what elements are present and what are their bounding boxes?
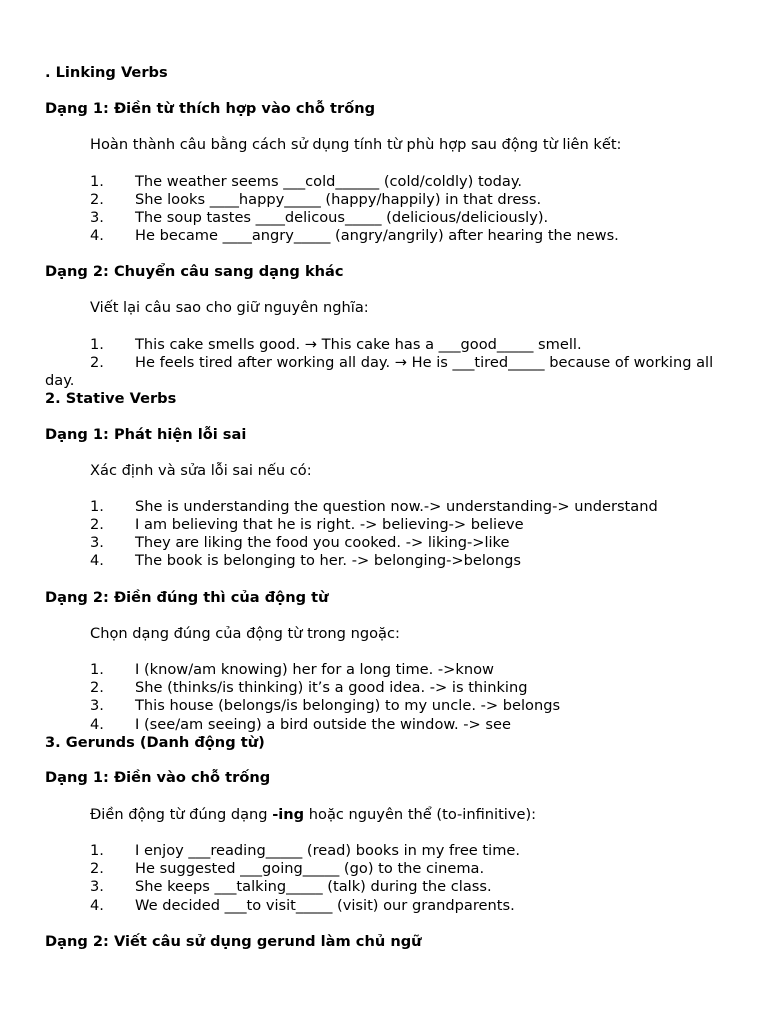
list-number: 1.	[90, 173, 104, 190]
list-item: She looks ____happy_____ (happy/happily) in that dress.	[135, 191, 542, 208]
list-number: 1.	[90, 498, 104, 515]
list-item: She keeps ___talking_____ (talk) during the class.	[135, 878, 492, 895]
list-item-continuation: day.	[45, 372, 75, 389]
instruction-emphasis: -ing	[272, 806, 305, 823]
section-title-stative-verbs: 2. Stative Verbs	[45, 390, 177, 407]
exercise-heading: Dạng 1: Điền từ thích hợp vào chỗ trống	[45, 100, 376, 117]
list-item: The book is belonging to her. -> belonging->belongs	[135, 552, 521, 569]
list-number: 3.	[90, 534, 104, 551]
list-number: 2.	[90, 860, 104, 877]
exercise-instruction: Viết lại câu sao cho giữ nguyên nghĩa:	[90, 299, 369, 316]
exercise-heading: Dạng 1: Điền vào chỗ trống	[45, 769, 271, 786]
list-item: We decided ___to visit_____ (visit) our grandparents.	[135, 897, 515, 914]
list-item: I enjoy ___reading_____ (read) books in my free time.	[135, 842, 521, 859]
list-number: 4.	[90, 227, 104, 244]
list-number: 4.	[90, 716, 104, 733]
list-item: She is understanding the question now.-> understanding-> understand	[135, 498, 658, 515]
exercise-heading: Dạng 2: Chuyển câu sang dạng khác	[45, 263, 344, 280]
list-number: 2.	[90, 191, 104, 208]
list-item: This cake smells good. → This cake has a ___good_____ smell.	[135, 336, 582, 353]
instruction-text: Điền động từ đúng dạng	[90, 806, 273, 823]
section-title-linking-verbs: . Linking Verbs	[45, 64, 168, 81]
list-item: They are liking the food you cooked. -> liking->like	[135, 534, 510, 551]
list-item: He became ____angry_____ (angry/angrily) after hearing the news.	[135, 227, 619, 244]
exercise-instruction: Hoàn thành câu bằng cách sử dụng tính từ phù hợp sau động từ liên kết:	[90, 136, 622, 153]
list-item: I (see/am seeing) a bird outside the window. -> see	[135, 716, 511, 733]
exercise-heading: Dạng 1: Phát hiện lỗi sai	[45, 426, 247, 443]
exercise-instruction	[90, 806, 536, 824]
section-title-gerunds: 3. Gerunds (Danh động từ)	[45, 734, 265, 751]
list-number: 2.	[90, 516, 104, 533]
list-number: 3.	[90, 878, 104, 895]
list-number: 2.	[90, 679, 104, 696]
list-item: He suggested ___going_____ (go) to the cinema.	[135, 860, 485, 877]
list-item: He feels tired after working all day. → He is ___tired_____ because of working all	[135, 354, 714, 371]
list-number: 4.	[90, 897, 104, 914]
exercise-heading: Dạng 2: Điền đúng thì của động từ	[45, 589, 329, 606]
list-item: The soup tastes ____delicous_____ (delicious/deliciously).	[135, 209, 549, 226]
list-item: The weather seems ___cold______ (cold/coldly) today.	[135, 173, 523, 190]
exercise-instruction: Chọn dạng đúng của động từ trong ngoặc:	[90, 625, 400, 642]
list-number: 2.	[90, 354, 104, 371]
list-number: 3.	[90, 209, 104, 226]
list-item: I (know/am knowing) her for a long time. ->know	[135, 661, 494, 678]
list-number: 1.	[90, 661, 104, 678]
list-number: 1.	[90, 842, 104, 859]
exercise-instruction: Xác định và sửa lỗi sai nếu có:	[90, 462, 312, 479]
list-number: 4.	[90, 552, 104, 569]
list-item: This house (belongs/is belonging) to my uncle. -> belongs	[135, 697, 561, 714]
list-number: 3.	[90, 697, 104, 714]
list-item: She (thinks/is thinking) it’s a good idea. -> is thinking	[135, 679, 528, 696]
instruction-text: hoặc nguyên thể (to-infinitive):	[304, 806, 537, 823]
list-item: I am believing that he is right. -> believing-> believe	[135, 516, 524, 533]
exercise-heading: Dạng 2: Viết câu sử dụng gerund làm chủ ngữ	[45, 933, 422, 950]
list-number: 1.	[90, 336, 104, 353]
